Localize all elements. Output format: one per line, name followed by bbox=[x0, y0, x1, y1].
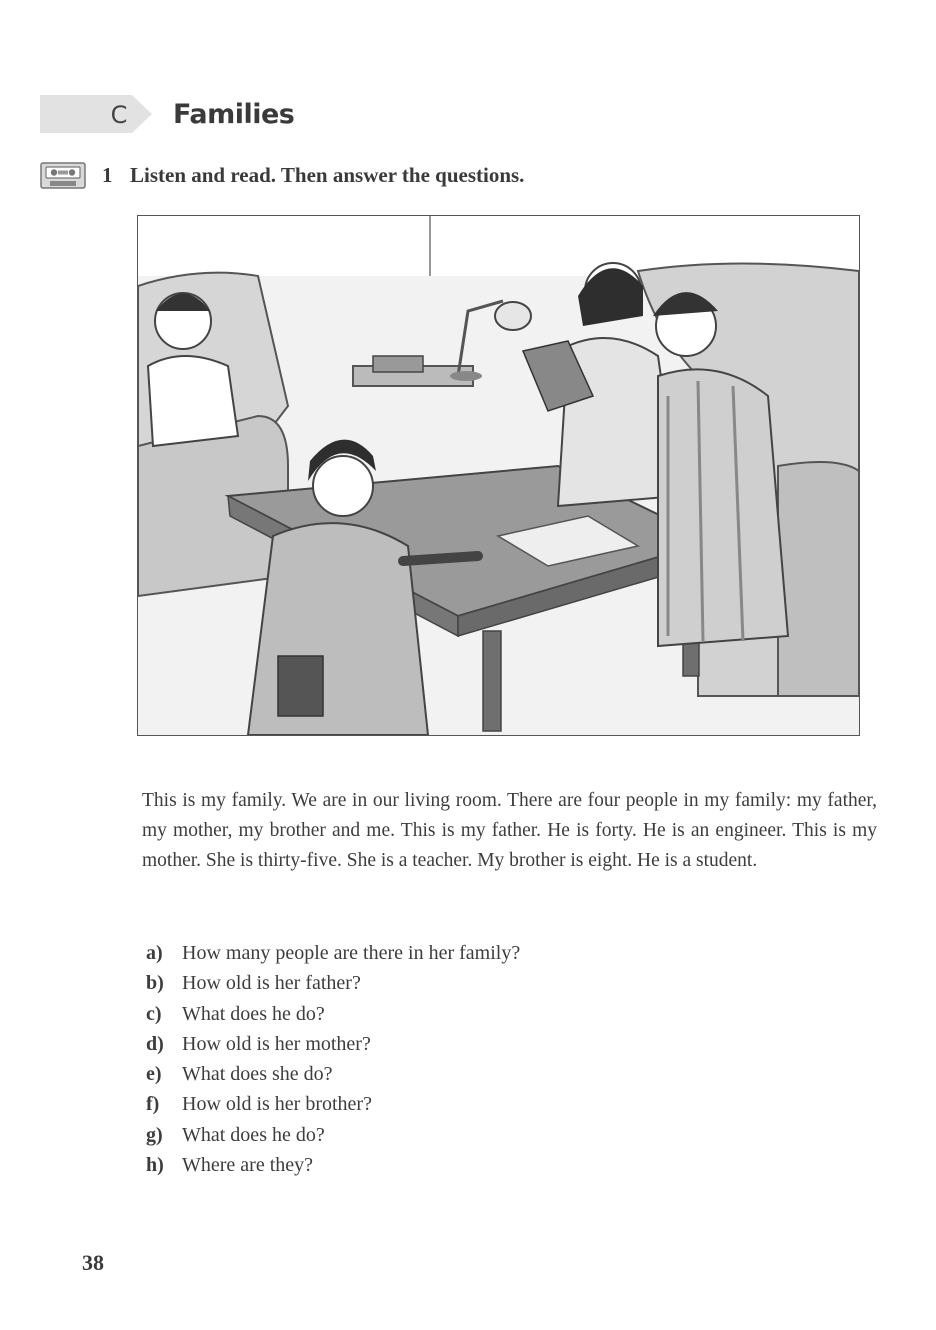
question-text: How old is her father? bbox=[182, 972, 361, 995]
question-letter: g) bbox=[146, 1123, 163, 1146]
question-letter: d) bbox=[146, 1032, 164, 1055]
question-text: What does he do? bbox=[182, 1002, 325, 1025]
question-text: How old is her mother? bbox=[182, 1032, 371, 1055]
question-h bbox=[146, 1150, 520, 1180]
question-text: How old is her brother? bbox=[182, 1093, 372, 1116]
question-b bbox=[146, 968, 520, 998]
question-text: Where are they? bbox=[182, 1154, 314, 1177]
exercise-instruction: Listen and read. Then answer the questions. bbox=[130, 163, 525, 187]
question-f bbox=[146, 1089, 520, 1119]
question-d bbox=[146, 1029, 520, 1059]
question-text: How many people are there in her family? bbox=[182, 942, 521, 964]
question-letter: h) bbox=[146, 1154, 164, 1177]
reading-passage: This is my family. We are in our living room. There are four people in my family: my father, my mother, my brother and me. This is my father. He is forty. He is an engineer. This is my mother. She is thirty-five. She is a teacher. My brother is eight. He is a student. bbox=[142, 790, 877, 871]
question-e bbox=[146, 1059, 520, 1089]
question-list bbox=[146, 938, 520, 1180]
question-text: What does he do? bbox=[182, 1123, 325, 1146]
question-letter: c) bbox=[146, 1002, 162, 1025]
question-letter: a) bbox=[146, 942, 163, 964]
question-text: What does she do? bbox=[182, 1063, 333, 1086]
question-letter: f) bbox=[146, 1093, 160, 1116]
question-letter: e) bbox=[146, 1063, 162, 1086]
exercise-number: 1 bbox=[102, 163, 113, 187]
section-band bbox=[40, 95, 152, 133]
page-number: 38 bbox=[82, 1250, 104, 1275]
question-c bbox=[146, 999, 520, 1029]
section-letter: C bbox=[110, 101, 128, 129]
family-living-room-illustration bbox=[137, 215, 860, 736]
section-title: Families bbox=[173, 99, 295, 130]
cassette-icon bbox=[40, 162, 86, 189]
question-g bbox=[146, 1120, 520, 1150]
question-a bbox=[146, 938, 520, 968]
question-letter: b) bbox=[146, 972, 164, 995]
